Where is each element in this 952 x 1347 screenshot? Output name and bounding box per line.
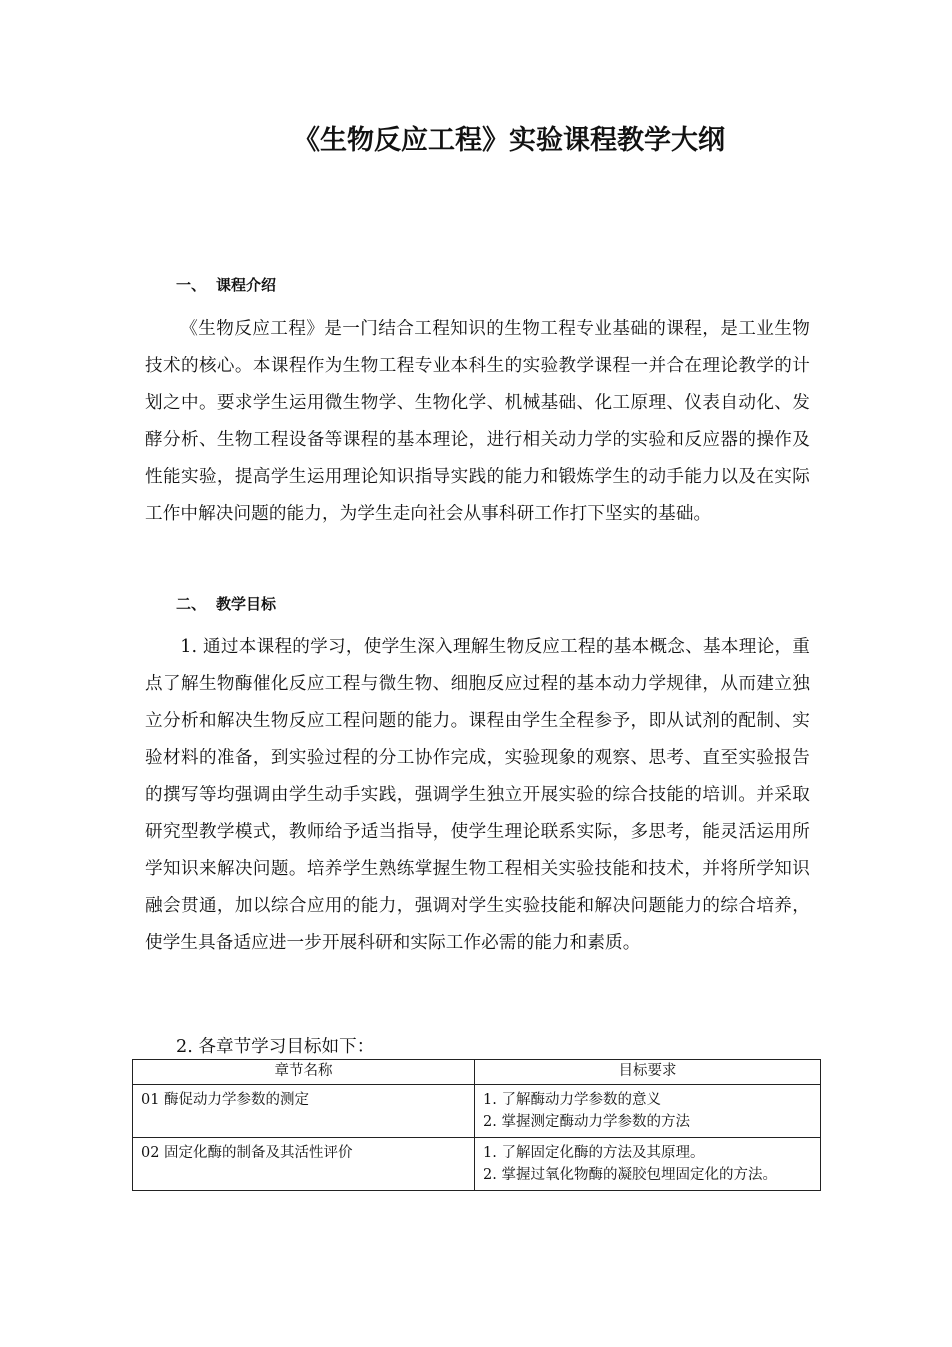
requirement-item: 1. 了解固定化酶的方法及其原理。 bbox=[483, 1145, 705, 1161]
section-number: 二、 bbox=[176, 595, 207, 613]
section-number: 一、 bbox=[176, 276, 207, 294]
chapter-goals-table bbox=[132, 1059, 821, 1191]
goals-paragraph: 1. 通过本课程的学习，使学生深入理解生物反应工程的基本概念、基本理论，重点了解生物酶催化反应工程与微生物、细胞反应过程的基本动力学规律，从而建立独立分析和解决生物反应工程问题的能力。课程由学生全程参予，即从试剂的配制、实验材料的准备，到实验过程的分工协作完成，实验现象的观察、思考、直至实验报告的撰写等均强调由学生动手实践，强调学生独立开展实验的综合技能的培训。并采取研究型教学模式，教师给予适当指导，使学生理论联系实际，多思考，能灵活运用所学知识来解决问题。培养学生熟练掌握生物工程相关实验技能和技术，并将所学知识融会贯通，加以综合应用的能力，强调对学生实验技能和解决问题能力的综合培养，使学生具备适应进一步开展科研和实际工作必需的能力和素质。 bbox=[145, 637, 810, 953]
requirements-cell bbox=[475, 1138, 821, 1191]
section-title: 教学目标 bbox=[216, 595, 277, 613]
column-header-chapter: 章节名称 bbox=[133, 1060, 475, 1085]
requirement-item: 2. 掌握过氧化物酶的凝胶包埋固定化的方法。 bbox=[483, 1167, 777, 1183]
section-heading-goals bbox=[176, 593, 276, 614]
section-heading-intro bbox=[176, 274, 276, 295]
requirements-cell bbox=[475, 1085, 821, 1138]
chapter-goals-subheading: 2. 各章节学习目标如下： bbox=[176, 1037, 375, 1057]
section-title: 课程介绍 bbox=[216, 276, 277, 294]
chapter-cell: 02 固定化酶的制备及其活性评价 bbox=[133, 1138, 475, 1191]
chapter-cell: 01 酶促动力学参数的测定 bbox=[133, 1085, 475, 1138]
table-row bbox=[133, 1138, 821, 1191]
column-header-requirements: 目标要求 bbox=[475, 1060, 821, 1085]
requirement-item: 2. 掌握测定酶动力学参数的方法 bbox=[483, 1114, 690, 1130]
requirement-item: 1. 了解酶动力学参数的意义 bbox=[483, 1092, 661, 1108]
table-row bbox=[133, 1085, 821, 1138]
intro-paragraph: 《生物反应工程》是一门结合工程知识的生物工程专业基础的课程，是工业生物技术的核心。本课程作为生物工程专业本科生的实验教学课程一并合在理论教学的计划之中。要求学生运用微生物学、生物化学、机械基础、化工原理、仪表自动化、发酵分析、生物工程设备等课程的基本理论，进行相关动力学的实验和反应器的操作及性能实验，提高学生运用理论知识指导实践的能力和锻炼学生的动手能力以及在实际工作中解决问题的能力，为学生走向社会从事科研工作打下坚实的基础。 bbox=[145, 319, 810, 524]
document-title: 《生物反应工程》实验课程教学大纲 bbox=[293, 125, 725, 156]
table-header-row bbox=[133, 1060, 821, 1085]
